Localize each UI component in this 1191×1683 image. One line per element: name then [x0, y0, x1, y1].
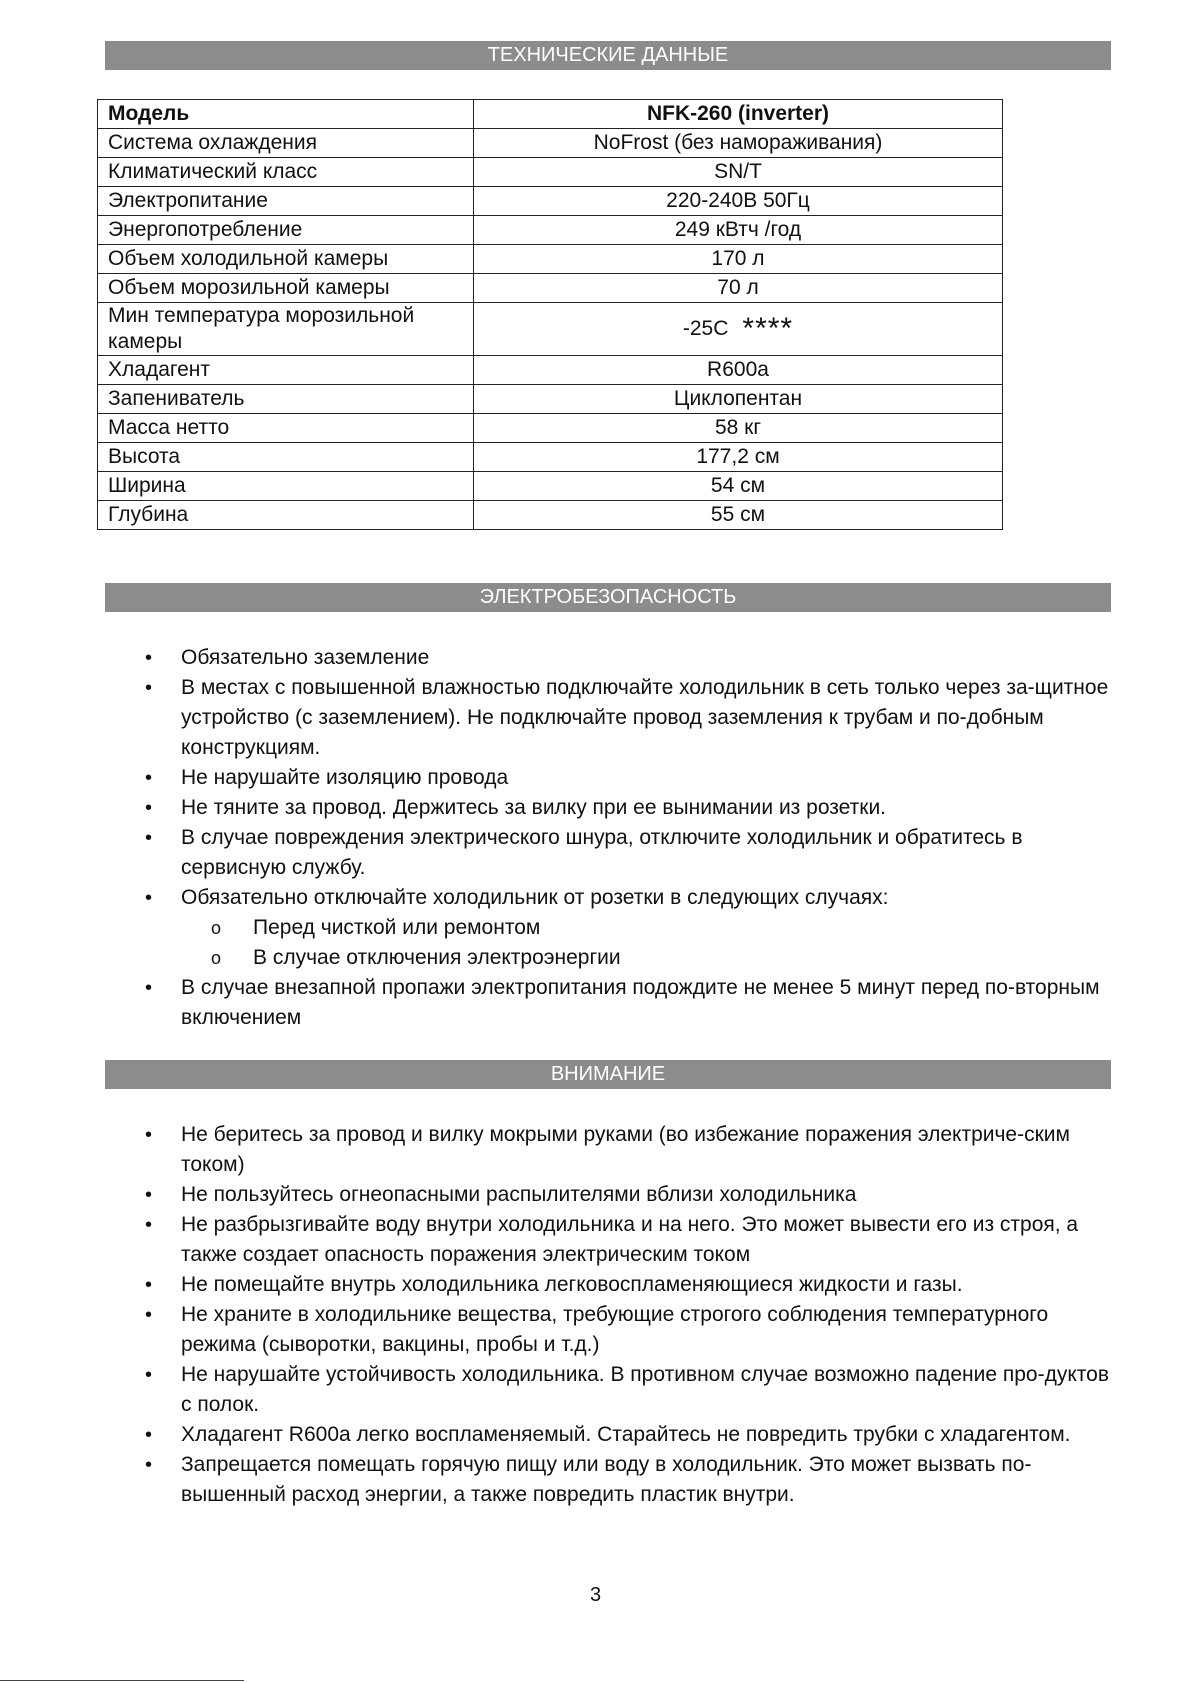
list-item-text: Хладагент R600a легко воспламеняемый. Старайтесь не повредить трубки с хладагентом.: [181, 1423, 1071, 1446]
list-item: [140, 1420, 1120, 1450]
list-item-text: Не тяните за провод. Держитесь за вилку при ее вынимании из розетки.: [181, 796, 887, 819]
spec-value: NFK-260 (inverter): [474, 100, 1003, 129]
bullet-icon: •: [145, 1214, 153, 1236]
bullet-icon: •: [145, 977, 153, 999]
bullet-icon: •: [145, 647, 153, 669]
list-item: [140, 1120, 1120, 1180]
list-item: [140, 793, 1120, 823]
bullet-icon: •: [145, 1184, 153, 1206]
table-row: [98, 501, 1003, 530]
spec-label: Хладагент: [98, 356, 474, 385]
spec-label: Ширина: [98, 472, 474, 501]
electrical-safety-list: [140, 643, 1120, 1033]
list-item-text: В случае повреждения электрического шнура, отключите холодильник и обратитесь в сервисную службу.: [181, 826, 1023, 879]
table-row: [98, 303, 1003, 356]
attention-list: [140, 1120, 1120, 1510]
sub-list-item: [181, 913, 1120, 943]
spec-label: Электропитание: [98, 187, 474, 216]
spec-value-cell: [474, 303, 1003, 356]
list-item: [140, 1360, 1120, 1420]
list-item: [140, 1450, 1120, 1510]
table-row: [98, 443, 1003, 472]
bullet-icon: •: [145, 1424, 153, 1446]
table-row: [98, 158, 1003, 187]
bullet-icon: •: [145, 1274, 153, 1296]
spec-label: Объем холодильной камеры: [98, 245, 474, 274]
section-header-electrical-safety: ЭЛЕКТРОБЕЗОПАСНОСТЬ: [105, 583, 1111, 612]
circle-bullet-icon: o: [211, 918, 222, 938]
list-item-text: Не храните в холодильнике вещества, требующие строгого соблюдения температурного режима (сыворотки, вакцины, пробы и т.д.): [181, 1303, 1049, 1356]
list-item-text: Не беритесь за провод и вилку мокрыми руками (во избежание поражения электриче-ским током): [181, 1123, 1070, 1176]
table-row: [98, 100, 1003, 129]
spec-label: Мин температура морозильной камеры: [98, 303, 474, 356]
table-row: [98, 216, 1003, 245]
spec-label: Запениватель: [98, 385, 474, 414]
spec-value: 55 см: [474, 501, 1003, 530]
table-row: [98, 245, 1003, 274]
list-item: [140, 643, 1120, 673]
spec-label: Климатический класс: [98, 158, 474, 187]
freezer-stars-icon: ****: [742, 312, 794, 346]
list-item: [140, 883, 1120, 973]
table-row: [98, 385, 1003, 414]
spec-label: Объем морозильной камеры: [98, 274, 474, 303]
list-item-text: Не помещайте внутрь холодильника легковоспламеняющиеся жидкости и газы.: [181, 1273, 963, 1296]
list-item-text: Не нарушайте изоляцию провода: [181, 766, 509, 789]
specs-table: [97, 99, 1003, 530]
sub-list-item-text: Перед чисткой или ремонтом: [253, 916, 541, 939]
list-item: [140, 1270, 1120, 1300]
bullet-icon: •: [145, 827, 153, 849]
spec-value: 177,2 см: [474, 443, 1003, 472]
spec-value: 220-240В 50Гц: [474, 187, 1003, 216]
spec-value: 170 л: [474, 245, 1003, 274]
spec-value: 249 кВтч /год: [474, 216, 1003, 245]
spec-label: Система охлаждения: [98, 129, 474, 158]
spec-value: 58 кг: [474, 414, 1003, 443]
spec-label: Энергопотребление: [98, 216, 474, 245]
list-item-text: Обязательно заземление: [181, 646, 430, 669]
list-item-text: В случае внезапной пропажи электропитания подождите не менее 5 минут перед по-вторным включением: [181, 976, 1100, 1029]
table-row: [98, 414, 1003, 443]
table-row: [98, 356, 1003, 385]
sub-list-item: [181, 943, 1120, 973]
list-item: [140, 973, 1120, 1033]
list-item: [140, 1300, 1120, 1360]
list-item: [140, 1210, 1120, 1270]
spec-value: SN/T: [474, 158, 1003, 187]
bullet-icon: •: [145, 887, 153, 909]
table-row: [98, 274, 1003, 303]
list-item-text: Не разбрызгивайте воду внутри холодильника и на него. Это может вывести его из строя, а также создает опасность поражения электрическим током: [181, 1213, 1079, 1266]
spec-label: Глубина: [98, 501, 474, 530]
section-header-tech-data: ТЕХНИЧЕСКИЕ ДАННЫЕ: [105, 41, 1111, 70]
spec-value: Циклопентан: [474, 385, 1003, 414]
circle-bullet-icon: o: [211, 948, 222, 968]
list-item: [140, 1180, 1120, 1210]
bullet-icon: •: [145, 1304, 153, 1326]
list-item: [140, 763, 1120, 793]
list-item-text: В местах с повышенной влажностью подключайте холодильник в сеть только через за-щитное устройство (с заземлением). Не подключайте провод заземления к трубам и по-добным конструкциям.: [181, 676, 1109, 759]
spec-label: Модель: [98, 100, 474, 129]
section-header-attention: ВНИМАНИЕ: [105, 1060, 1111, 1089]
list-item: [140, 823, 1120, 883]
bullet-icon: •: [145, 1364, 153, 1386]
spec-label: Высота: [98, 443, 474, 472]
spec-value: 70 л: [474, 274, 1003, 303]
bullet-icon: •: [145, 677, 153, 699]
sub-list-item-text: В случае отключения электроэнергии: [253, 946, 621, 969]
list-item-text: Не нарушайте устойчивость холодильника. В противном случае возможно падение про-дуктов с полок.: [181, 1363, 1109, 1416]
sub-list: [181, 913, 1120, 973]
bullet-icon: •: [145, 1454, 153, 1476]
list-item-text: Обязательно отключайте холодильник от розетки в следующих случаях:: [181, 886, 889, 909]
spec-value: -25С: [682, 316, 729, 340]
spec-value: R600a: [474, 356, 1003, 385]
spec-value: NoFrost (без намораживания): [474, 129, 1003, 158]
page-number: 3: [589, 1584, 602, 1606]
spec-value: 54 см: [474, 472, 1003, 501]
bullet-icon: •: [145, 797, 153, 819]
table-row: [98, 472, 1003, 501]
list-item-text: Запрещается помещать горячую пищу или воду в холодильник. Это может вызвать по-вышенный расход энергии, а также повредить пластик внутри.: [181, 1453, 1032, 1506]
list-item-text: Не пользуйтесь огнеопасными распылителями вблизи холодильника: [181, 1183, 857, 1206]
table-row: [98, 187, 1003, 216]
bullet-icon: •: [145, 767, 153, 789]
list-item: [140, 673, 1120, 763]
spec-label: Масса нетто: [98, 414, 474, 443]
table-row: [98, 129, 1003, 158]
footer-divider: [0, 1680, 244, 1681]
bullet-icon: •: [145, 1124, 153, 1146]
